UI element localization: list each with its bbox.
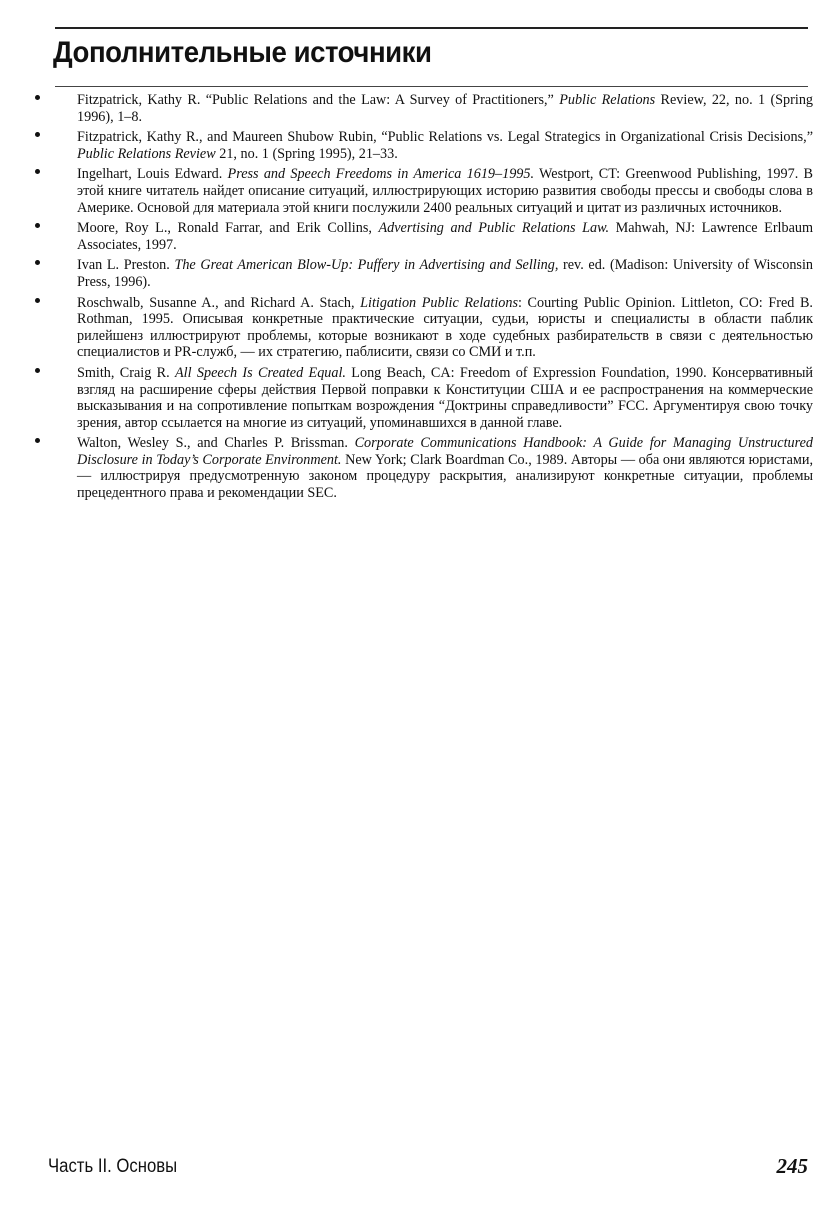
reference-text [77,129,813,162]
reference-title: Corporate Communications Handbook: A Guide for Managing Unstructured Disclosure in Today’s Corporate Environment. [77,435,813,468]
reference-segment: Fitzpatrick, Kathy R., and Maureen Shubow Rubin, “Public Relations vs. Legal Strategics in Organizational Crisis Decisions,” [77,129,813,146]
reference-item [35,435,813,501]
reference-segment: Walton, Wesley S., and Charles P. Brissman. [77,435,355,452]
reference-segment: Moore, Roy L., Ronald Farrar, and Erik Collins, [77,220,379,237]
reference-segment: : Courting Public Opinion. Littleton, CO: Fred B. Rothman, 1995. Описывая конкретные практические ситуации, судьи, юристы и специалисты в области паблик рилейшенз иллюстрируют проблемы, которые возникают в ходе судебных разбирательств в связи с деятельностью специалистов и PR-служб, — их стратегию, паблисити, связи со СМИ и т.п. [77,294,813,361]
bullet-icon [35,223,40,228]
reference-segment: Mahwah, NJ: Lawrence Erlbaum Associates, 1997. [77,220,814,253]
reference-item [35,92,813,125]
bullet-icon [35,132,40,137]
bullet-icon [35,368,40,373]
reference-title: Litigation Public Relations [360,294,518,311]
bullet-icon [35,438,40,443]
reference-item [35,129,813,162]
reference-title: All Speech Is Created Equal. [175,364,346,381]
reference-segment: Long Beach, CA: Freedom of Expression Foundation, 1990. Консервативный взгляд на расширение сферы действия Первой поправки к Конституции США и ее распространения на коммерческие высказывания и на сопротивление попыткам возрождения “Доктрины справедливости” FCC. Аргументируя свою точку зрения, автор ссылается на многие из ситуаций, упоминавшихся в данной главе. [77,364,813,431]
heading-rule [55,86,808,87]
reference-title: The Great American Blow-Up: Puffery in Advertising and Selling, [174,257,559,274]
running-footer-section: Часть II. Основы [48,1156,178,1177]
reference-title: Public Relations Review [77,145,216,162]
reference-text [77,435,813,501]
bullet-icon [35,95,40,100]
section-heading: Дополнительные источники [53,36,432,69]
reference-segment: rev. ed. (Madison: University of Wisconsin Press, 1996). [77,257,813,290]
reference-item [35,220,813,253]
reference-list [35,92,813,506]
reference-segment: Review, 22, no. 1 (Spring 1996), 1–8. [77,92,814,125]
reference-segment: Roschwalb, Susanne A., and Richard A. Stach, [77,294,361,311]
bullet-icon [35,260,40,265]
reference-item [35,295,813,361]
reference-text [77,365,813,431]
reference-segment: Fitzpatrick, Kathy R. “Public Relations and the Law: A Survey of Practitioners,” [77,92,560,108]
top-rule [55,27,808,29]
reference-segment: New York; Clark Boardman Co., 1989. Авторы — оба они являются юристами, — иллюстрируя предусмотренную законом процедуру раскрытия, анализируют конкретные ситуации, проблемы прецедентного права и рекомендации SEC. [77,451,813,502]
reference-title: Advertising and Public Relations Law. [378,220,610,237]
reference-text [77,295,813,361]
reference-text [77,220,813,253]
reference-segment: Ivan L. Preston. [77,257,175,274]
reference-text [77,166,813,215]
reference-segment: Ingelhart, Louis Edward. [77,166,228,183]
reference-item [35,365,813,431]
page-number: 245 [776,1154,808,1178]
reference-segment: Smith, Craig R. [77,364,176,381]
reference-item [35,257,813,290]
reference-title: Press and Speech Freedoms in America 1619–1995. [227,166,535,183]
reference-segment: Westport, CT: Greenwood Publishing, 1997. В этой книге читатель найдет описание ситуаций, иллюстрирующих историю развития свободы прессы и свободы слова в Америке. Основой для материала этой книги послужили 2400 реальных ситуаций и цитат из различных источников. [77,166,813,216]
bullet-icon [35,298,40,303]
reference-segment: 21, no. 1 (Spring 1995), 21–33. [215,145,398,162]
reference-text [77,92,813,125]
reference-title: Public Relations [559,92,656,108]
bullet-icon [35,169,40,174]
reference-item [35,166,813,216]
reference-text [77,257,813,290]
